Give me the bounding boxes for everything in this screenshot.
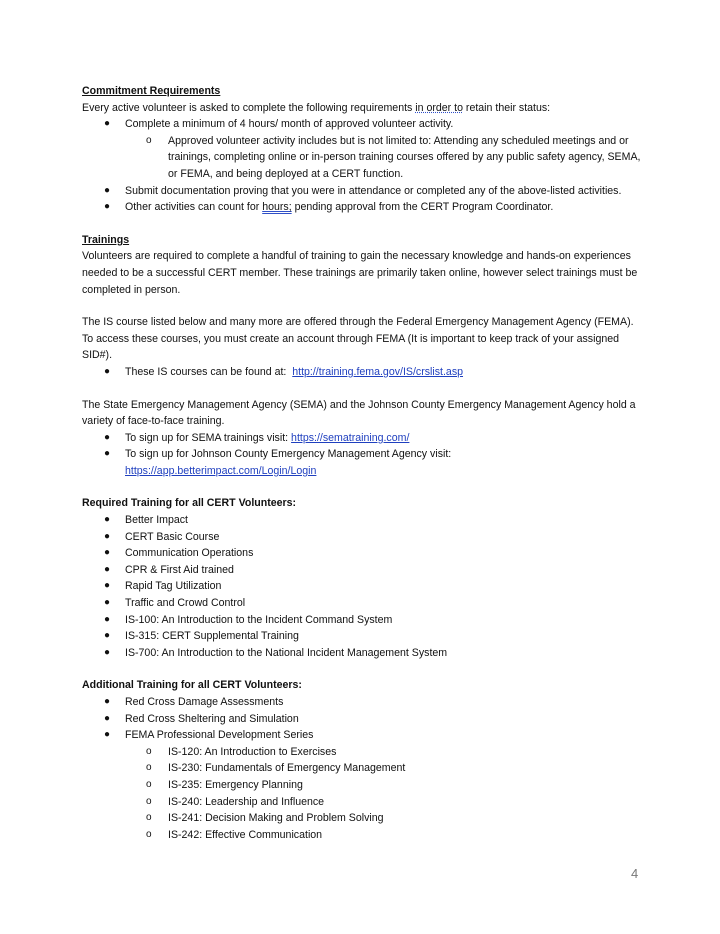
fema-course: IS-242: Effective Communication: [168, 828, 323, 841]
circle-bullet-icon: o: [146, 828, 152, 840]
signup-list: [82, 430, 642, 480]
required-item: Traffic and Crowd Control: [125, 597, 246, 610]
list-item: [82, 545, 642, 562]
additional-training-list: [82, 694, 642, 843]
list-item: [82, 529, 642, 546]
bullet-icon: ●: [104, 201, 111, 213]
circle-bullet-icon: o: [146, 762, 152, 774]
bullet-icon: ●: [104, 530, 111, 542]
list-item: [82, 595, 642, 612]
additional-item: Red Cross Sheltering and Simulation: [125, 712, 299, 725]
bullet-icon: ●: [104, 646, 111, 658]
johnson-county-text: To sign up for Johnson County Emergency Management Agency visit:: [125, 448, 452, 461]
fema-course: IS-241: Decision Making and Problem Solving: [168, 812, 384, 825]
commitment-intro: [82, 100, 642, 117]
fema-course: IS-240: Leadership and Influence: [168, 795, 325, 808]
circle-bullet-icon: o: [146, 778, 152, 790]
fema-course: IS-230: Fundamentals of Emergency Management: [168, 762, 406, 775]
required-item: Better Impact: [125, 514, 188, 527]
bullet-icon: ●: [104, 696, 111, 707]
required-item: CERT Basic Course: [125, 530, 220, 543]
bullet-icon: ●: [104, 514, 111, 526]
commitment-list: [82, 116, 642, 216]
list-item: [82, 199, 642, 216]
bullet-icon: ●: [104, 118, 111, 130]
commitment-bullet-2: Submit documentation proving that you were in attendance or completed any of the above-listed activities.: [125, 184, 622, 197]
circle-bullet-icon: o: [146, 745, 152, 757]
list-item: [82, 777, 642, 794]
list-item: [82, 612, 642, 629]
required-item: Rapid Tag Utilization: [125, 580, 222, 593]
commitment-bullet-3b: hours;: [262, 201, 292, 214]
bullet-icon: ●: [104, 613, 111, 625]
trainings-heading: Trainings: [82, 233, 130, 246]
list-item: [82, 827, 642, 844]
sema-text: To sign up for SEMA trainings visit:: [125, 431, 292, 444]
commitment-heading: Commitment Requirements: [82, 85, 221, 97]
list-item: [82, 430, 642, 447]
bullet-icon: ●: [104, 563, 111, 575]
trainings-para-3: The State Emergency Management Agency (SEMA) and the Johnson County Emergency Management Agency hold a variety of face-to-face training.: [82, 398, 636, 428]
additional-training-heading: Additional Training for all CERT Volunteers:: [82, 679, 302, 692]
bullet-icon: ●: [104, 431, 111, 443]
list-item: [82, 794, 642, 811]
fema-course: IS-120: An Introduction to Exercises: [168, 745, 337, 758]
list-item: [82, 711, 642, 728]
fema-course: IS-235: Emergency Planning: [168, 778, 303, 791]
commitment-intro-c: retain their status:: [462, 101, 551, 114]
bullet-icon: ●: [104, 580, 111, 592]
fema-series-list: [82, 744, 642, 844]
required-item: Communication Operations: [125, 547, 254, 560]
commitment-sub-1: Approved volunteer activity includes but is not limited to: Attending any scheduled meetings and or trainings, completing online or in-person training courses offered by any public safety agency, SEMA, or FEMA, and being deployed at a CERT function.: [168, 134, 641, 180]
commitment-bullet-1: Complete a minimum of 4 hours/ month of approved volunteer activity.: [125, 118, 454, 131]
circle-bullet-icon: o: [146, 134, 152, 146]
page-content: [82, 83, 642, 843]
list-item: [82, 446, 642, 479]
list-item: [82, 562, 642, 579]
bullet-icon: ●: [104, 184, 111, 196]
commitment-intro-a: Every active volunteer is asked to complete the following requirements: [82, 101, 416, 114]
list-item: [82, 628, 642, 645]
list-item: [82, 116, 642, 182]
list-item: [82, 578, 642, 595]
circle-bullet-icon: o: [146, 795, 152, 807]
bullet-icon: ●: [104, 712, 111, 724]
bullet-icon: ●: [104, 630, 111, 642]
required-training-list: [82, 512, 642, 661]
trainings-para-1: Volunteers are required to complete a handful of training to gain the necessary knowledge and hands-on experiences needed to be a successful CERT member. These trainings are primarily taken online, however select trainings must be completed in person.: [82, 250, 638, 296]
additional-item: FEMA Professional Development Series: [125, 729, 314, 742]
required-item: IS-100: An Introduction to the Incident Command System: [125, 613, 393, 626]
commitment-bullet-3c: pending approval from the CERT Program Coordinator.: [291, 201, 554, 214]
required-item: IS-315: CERT Supplemental Training: [125, 630, 299, 643]
better-impact-link[interactable]: https://app.betterimpact.com/Login/Login: [125, 464, 317, 477]
list-item: [82, 694, 642, 711]
commitment-bullet-3a: Other activities can count for: [125, 201, 263, 214]
is-course-list: [82, 364, 642, 381]
list-item: [82, 512, 642, 529]
list-item: [82, 727, 642, 843]
required-item: CPR & First Aid trained: [125, 563, 234, 576]
bullet-icon: ●: [104, 448, 111, 460]
bullet-icon: ●: [104, 365, 111, 377]
required-item: IS-700: An Introduction to the National Incident Management System: [125, 646, 448, 659]
list-item: [82, 760, 642, 777]
commitment-intro-b: in order to: [415, 101, 463, 114]
circle-bullet-icon: o: [146, 812, 152, 824]
trainings-para-2: The IS course listed below and many more are offered through the Federal Emergency Management Agency (FEMA). To access these courses, you must create an account through FEMA (It is important to keep track of your assigned SID#).: [82, 316, 634, 362]
is-course-text: These IS courses can be found at:: [125, 365, 293, 378]
sema-link[interactable]: https://sematraining.com/: [291, 431, 410, 444]
list-item: [82, 744, 642, 761]
bullet-icon: ●: [104, 547, 111, 559]
fema-courses-link[interactable]: http://training.fema.gov/IS/crslist.asp: [292, 365, 464, 378]
additional-item: Red Cross Damage Assessments: [125, 696, 284, 708]
list-item: [82, 183, 642, 200]
required-training-heading: Required Training for all CERT Volunteers:: [82, 497, 297, 510]
list-item: [82, 810, 642, 827]
commitment-sublist: [82, 133, 642, 183]
list-item: [82, 645, 642, 662]
bullet-icon: ●: [104, 597, 111, 609]
bullet-icon: ●: [104, 729, 111, 741]
page-number: 4: [631, 866, 639, 881]
list-item: [82, 133, 642, 183]
list-item: [82, 364, 642, 381]
